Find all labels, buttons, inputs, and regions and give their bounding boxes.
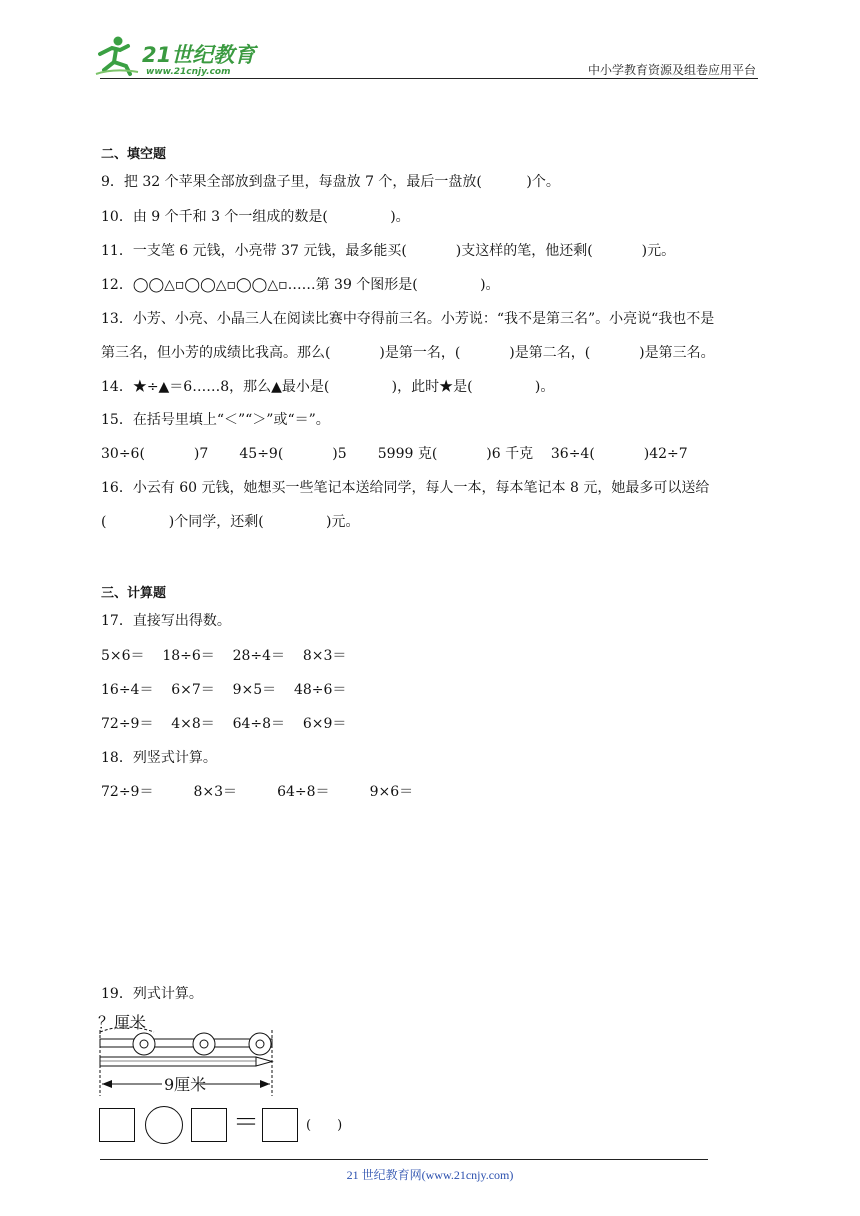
question-13-line2: 第三名，但小芳的成绩比我高。那么( )是第一名，( )是第二名，( )是第三名。: [101, 345, 715, 361]
footer-divider: [100, 1159, 708, 1160]
header-divider: [100, 78, 758, 79]
question-15-items: 30÷6( )7 45÷9( )5 5999 克( )6 千克 36÷4( )42÷7: [101, 446, 688, 462]
figure-top-label: ？厘米: [98, 1013, 147, 1032]
question-16-line2: ( )个同学，还剩( )元。: [101, 514, 360, 530]
operator-circle[interactable]: [145, 1106, 183, 1144]
question-12: 12．◯◯△▫◯◯△▫◯◯△▫……第 39 个图形是( )。: [101, 277, 500, 293]
question-17-row1: 5×6＝ 18÷6＝ 28÷4＝ 8×3＝: [101, 648, 347, 664]
section-title-calculation: 三、计算题: [101, 586, 167, 601]
question-14: 14．★÷▲＝6……8，那么▲最小是( )，此时★是( )。: [101, 379, 555, 395]
answer-box-result[interactable]: [262, 1108, 298, 1142]
logo-url-text: www.21cnjy.com: [146, 67, 231, 77]
section-title-fill-blank: 二、填空题: [101, 147, 167, 162]
keys-chain-icon: [100, 1033, 272, 1055]
question-17-row3: 72÷9＝ 4×8＝ 64÷8＝ 6×9＝: [101, 716, 347, 732]
site-name: 中小学教育资源及组卷应用平台: [587, 63, 756, 77]
question-17: 17．直接写出得数。: [101, 613, 231, 629]
question-16-line1: 16．小云有 60 元钱，她想买一些笔记本送给同学，每人一本，每本笔记本 8 元，她最多可以送给: [101, 480, 710, 496]
question-17-row2: 16÷4＝ 6×7＝ 9×5＝ 48÷6＝: [101, 682, 347, 698]
question-19: 19．列式计算。: [101, 986, 203, 1002]
equals-sign: ＝: [233, 1108, 260, 1138]
question-11: 11．一支笔 6 元钱，小亮带 37 元钱，最多能买( )支这样的笔，他还剩( )元。: [101, 243, 676, 259]
answer-box-1[interactable]: [99, 1108, 135, 1142]
answer-box-2[interactable]: [191, 1108, 227, 1142]
question-13-line1: 13．小芳、小亮、小晶三人在阅读比赛中夺得前三名。小芳说：“我不是第三名”。小亮说“我也不是: [101, 311, 715, 327]
runner-icon: [96, 37, 138, 75]
question-18-items: 72÷9＝ 8×3＝ 64÷8＝ 9×6＝: [101, 784, 414, 800]
pencil-icon: [100, 1057, 272, 1066]
unit-paren[interactable]: ( ): [306, 1118, 343, 1133]
site-logo: [94, 32, 264, 78]
question-15: 15．在括号里填上“＜”“＞”或“＝”。: [101, 412, 330, 428]
footer-text[interactable]: 21 世纪教育网(www.21cnjy.com): [346, 1168, 514, 1182]
logo-main-text: 21世纪教育: [142, 43, 256, 67]
question-9: 9．把 32 个苹果全部放到盘子里，每盘放 7 个，最后一盘放( )个。: [101, 174, 560, 190]
question-10: 10．由 9 个千和 3 个一组成的数是( )。: [101, 209, 410, 225]
figure-bottom-label: 9厘米: [164, 1075, 207, 1094]
pencil-keys-figure: [96, 1008, 286, 1098]
question-18: 18．列竖式计算。: [101, 750, 217, 766]
